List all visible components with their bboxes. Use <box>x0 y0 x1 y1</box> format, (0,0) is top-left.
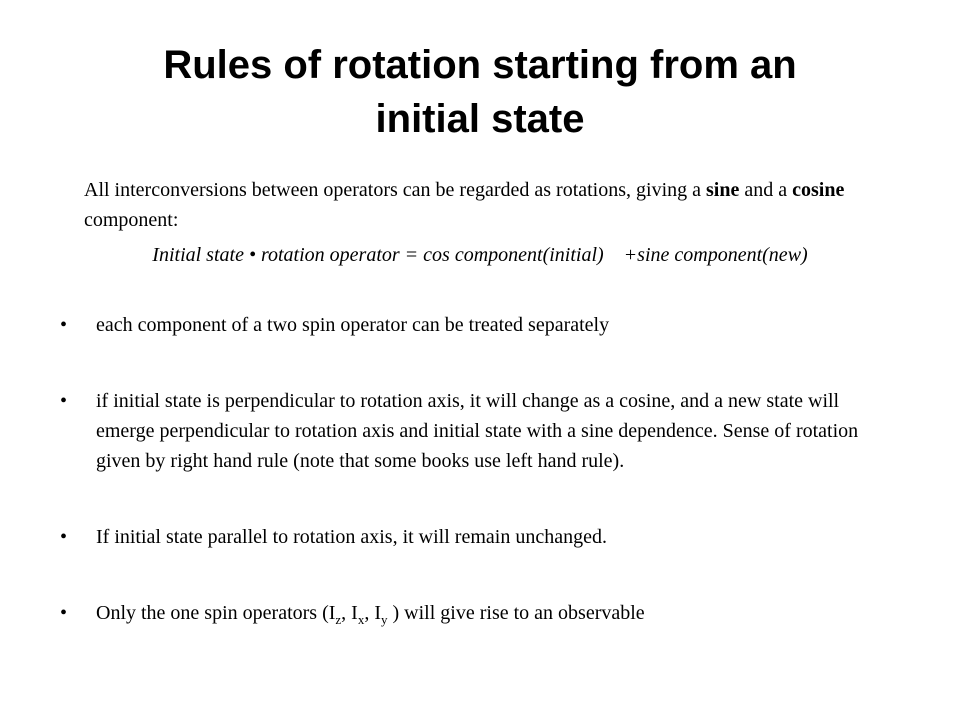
title-line-2: initial state <box>375 97 585 141</box>
intro-bold-cosine: cosine <box>792 179 845 201</box>
bullet-text <box>96 602 645 627</box>
intro-text-3: component: <box>84 209 179 231</box>
bullet-dot: • <box>60 526 68 548</box>
observable-sep-2: , I <box>364 602 382 624</box>
intro-bold-sine: sine <box>706 179 740 201</box>
bullet-dot: • <box>60 314 68 336</box>
bullet-text: If initial state parallel to rotation axis, it will remain unchanged. <box>96 526 607 548</box>
subscript-x: x <box>357 612 365 627</box>
bullet-dot: • <box>60 602 68 624</box>
observable-text-suffix: ) will give rise to an observable <box>387 602 645 624</box>
bullet-item <box>60 522 900 552</box>
title-line-1: Rules of rotation starting from an <box>163 43 797 87</box>
bullet-item <box>60 598 900 628</box>
slide-title <box>60 38 900 146</box>
intro-paragraph <box>84 175 914 235</box>
bullet-text: each component of a two spin operator can be treated separately <box>96 314 610 336</box>
bullet-item <box>60 386 900 476</box>
intro-text-1: All interconversions between operators can be regarded as rotations, giving a <box>84 179 707 201</box>
observable-sep-1: , I <box>341 602 358 624</box>
bullet-item <box>60 310 900 340</box>
subscript-z: z <box>335 612 342 627</box>
rotation-formula: Initial state • rotation operator = cos component(initial) +sine component(new) <box>152 244 808 266</box>
subscript-y: y <box>381 612 388 627</box>
intro-text-2: and a <box>739 179 793 201</box>
observable-text-prefix: Only the one spin operators (I <box>96 602 336 624</box>
bullet-text: if initial state is perpendicular to rotation axis, it will change as a cosine, and a new state will emerge perpendicular to rotation axis and initial state with a sine dependence. Sense of rotation given by right hand rule (note that some books use left hand rule). <box>96 390 859 472</box>
bullet-dot: • <box>60 390 68 412</box>
bullet-list <box>60 310 900 628</box>
